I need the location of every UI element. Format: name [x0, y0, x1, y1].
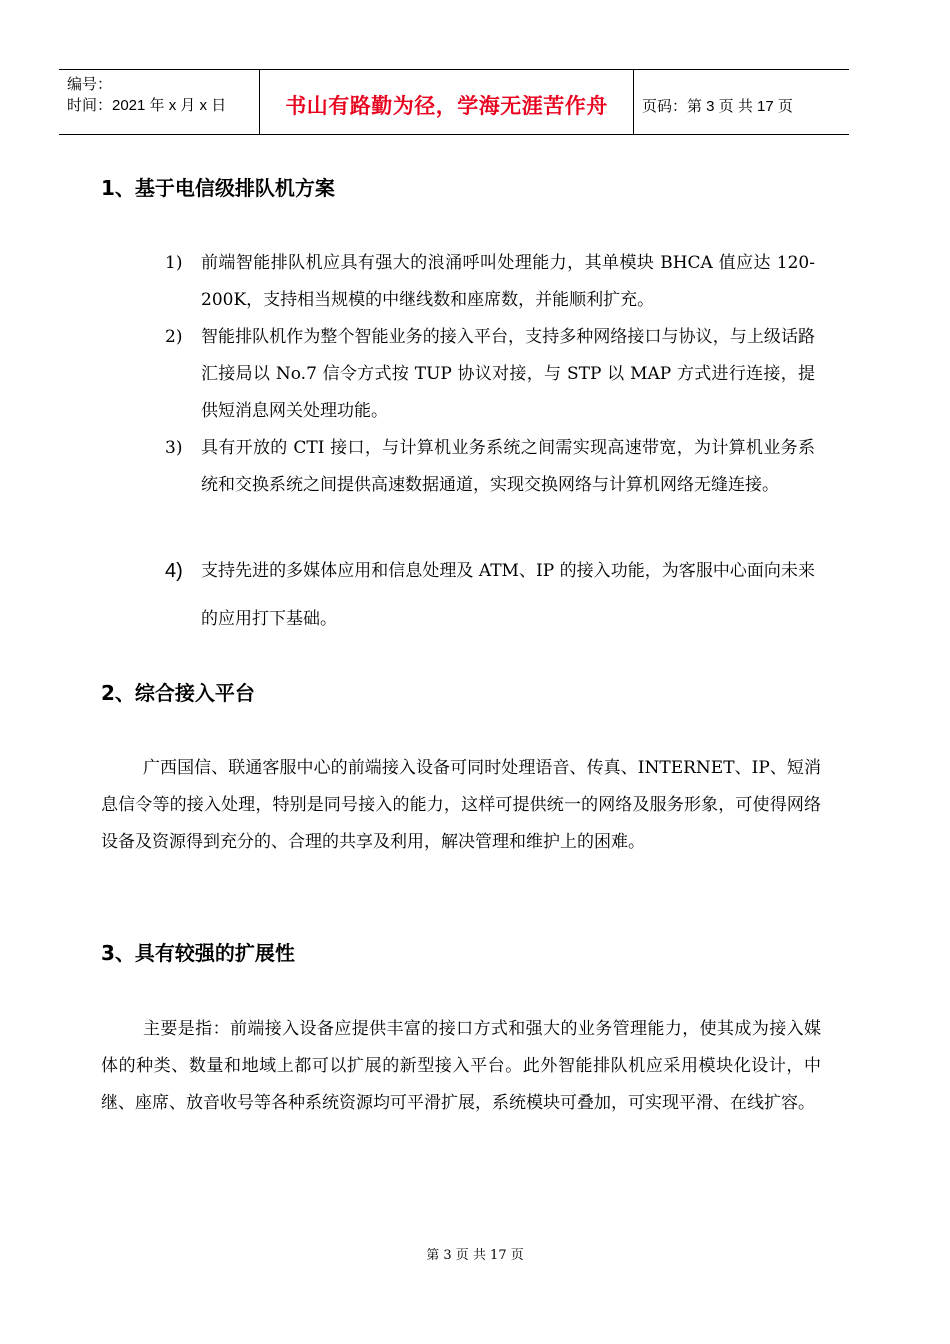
- section-paragraph: 广西国信、联通客服中心的前端接入设备可同时处理语音、传真、INTERNET、IP、短消息信令等的接入处理，特别是同号接入的能力，这样可提供统一的网络及服务形象，可使得网络设备及资源得到充分的、合理的共享及利用，解决管理和维护上的困难。: [101, 758, 821, 852]
- list-item-number: 4): [165, 560, 183, 582]
- list-item: [165, 319, 815, 430]
- section-heading-2: 2、综合接入平台: [101, 681, 255, 705]
- header-motto-cell: [260, 70, 634, 134]
- list-item: [165, 547, 815, 643]
- list-item-text: 具有开放的 CTI 接口，与计算机业务系统之间需实现高速带宽，为计算机业务系统和交换系统之间提供高速数据通道，实现交换网络与计算机网络无缝连接。: [201, 438, 815, 495]
- list-item-text: 支持先进的多媒体应用和信息处理及 ATM、IP 的接入功能，为客服中心面向未来的应用打下基础。: [201, 561, 815, 629]
- section-paragraph: 主要是指：前端接入设备应提供丰富的接口方式和强大的业务管理能力，使其成为接入媒体的种类、数量和地域上都可以扩展的新型接入平台。此外智能排队机应采用模块化设计，中继、座席、放音收号等各种系统资源均可平滑扩展，系统模块可叠加，可实现平滑、在线扩容。: [101, 1019, 821, 1113]
- section-heading-1: 1、基于电信级排队机方案: [101, 176, 335, 200]
- list-item: [165, 430, 815, 504]
- list-item-text: 智能排队机作为整个智能业务的接入平台，支持多种网络接口与协议，与上级话路汇接局以 No.7 信令方式按 TUP 协议对接，与 STP 以 MAP 方式进行连接，提供短消息网关处理功能。: [201, 327, 815, 421]
- list-item-number: 1): [165, 253, 183, 273]
- list-item-number: 2): [165, 327, 183, 347]
- header-page-number: 页码：第 3 页 共 17 页: [642, 97, 793, 115]
- section-heading-3: 3、具有较强的扩展性: [101, 941, 295, 965]
- list-item-text: 前端智能排队机应具有强大的浪涌呼叫处理能力，其单模块 BHCA 值应达 120-200K，支持相当规模的中继线数和座席数，并能顺利扩充。: [201, 253, 815, 310]
- list-item-number: 3): [165, 438, 183, 458]
- document-time-label: 时间：2021 年 x 月 x 日: [67, 97, 227, 114]
- page-header: [59, 69, 849, 135]
- header-page-cell: [634, 70, 849, 134]
- document-number-label: 编号：: [67, 76, 113, 93]
- header-motto: 书山有路勤为径，学海无涯苦作舟: [285, 94, 608, 118]
- header-meta-cell: [59, 70, 260, 134]
- page-footer: 第 3 页 共 17 页: [426, 1248, 524, 1263]
- list-item: [165, 245, 815, 319]
